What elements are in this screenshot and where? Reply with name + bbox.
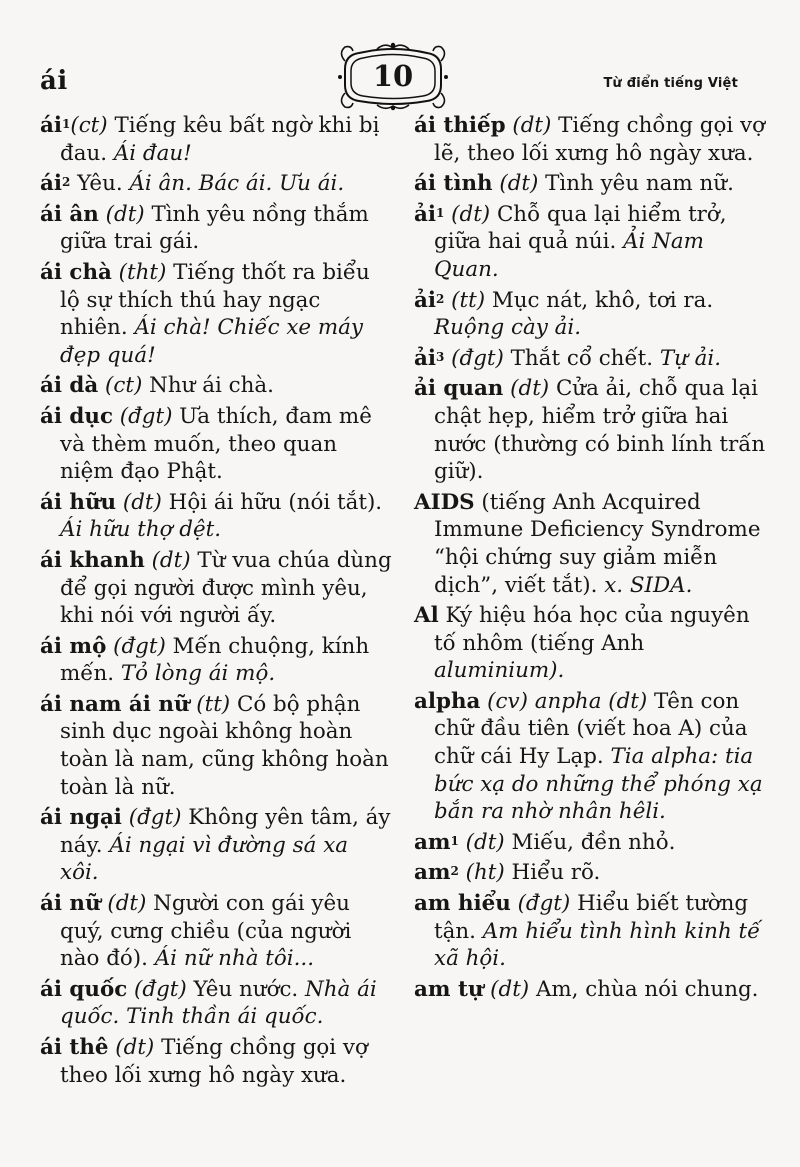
definition: Từ vua chúa dùng để gọi người được mình yêu, khi nói với người ấy. [60,547,392,629]
left-column [40,112,392,1092]
definition: Mục nát, khô, tơi ra. [485,287,714,313]
definition: Tên con chữ đầu tiên (viết hoa A) của chữ cái Hy Lạp. [434,688,748,770]
dictionary-entry [414,375,766,485]
example: Ái ân. Bác ái. Ưu ái. [129,171,345,197]
definition: Tình yêu nam nữ. [538,171,734,197]
headword: ái dục [40,403,113,429]
dictionary-entry [414,112,766,167]
sense-number: 1 [450,833,459,848]
dictionary-entry [40,403,392,486]
example: Am hiểu tình hình kinh tế xã hội. [434,918,761,972]
dictionary-entry [414,688,766,826]
headword: ái tình [414,171,493,197]
dictionary-entry [40,489,392,544]
dictionary-entry [40,170,392,198]
definition: Tình yêu nồng thắm giữa trai gái. [60,201,369,255]
headword: ái hữu [40,489,117,515]
headword: ái ân [40,201,99,227]
headword: ái dà [40,373,99,399]
dictionary-entry [414,829,766,857]
part-of-speech: (tht) [111,259,167,285]
guide-word: ái [40,66,68,96]
definition: Tiếng chồng gọi vợ theo lối xưng hô ngày xưa. [60,1035,368,1088]
dictionary-entry [40,804,392,887]
dictionary-entry [40,372,392,400]
headword: ái [40,113,62,138]
example: Ái đau! [113,140,192,166]
part-of-speech: (đgt) [106,633,166,659]
sense-number: 2 [436,291,445,306]
definition: Tiếng thốt ra biểu lộ sự thích thú hay ngạc nhiên. [60,259,370,341]
headword: ái quốc [40,976,128,1002]
definition: Hiểu biết tường tận. [434,891,749,944]
dictionary-entry [40,201,392,256]
sense-number: 3 [436,349,445,364]
definition: Như ái chà. [142,373,274,399]
definition: Yêu. [70,171,130,197]
headword: ái khanh [40,547,145,573]
right-column [414,112,766,1006]
example: x. SIDA. [604,572,693,598]
headword: am [414,860,451,886]
dictionary-entry [414,345,766,373]
definition: Người con gái yêu quý, cưng chiều (của người nào đó). [60,891,352,972]
headword: ái mộ [40,633,107,659]
definition: Tiếng chồng gọi vợ lẽ, theo lối xưng hô ngày xưa. [434,113,765,166]
definition: Mến chuộng, kính mến. [60,633,370,687]
dictionary-entry [414,201,766,284]
part-of-speech: (dt) [483,976,530,1002]
dictionary-entry [414,859,766,887]
example: Tia alpha: tia bức xạ do những thể phóng xạ bắn ra nhờ nhân hêli. [434,744,763,825]
part-of-speech: (dt) [116,489,162,515]
page-header [0,0,800,115]
headword: ái [40,171,62,197]
definition: (tiếng Anh Acquired Immune Deficiency Syndrome “hội chứng suy giảm miễn dịch”, viết tắt). [434,489,761,598]
book-title: Từ điển tiếng Việt [603,76,738,91]
definition: Tiếng kêu bất ngờ khi bị đau. [60,113,380,166]
example: Ái chà! Chiếc xe máy đẹp quá! [60,315,363,368]
example: Ái ngại vì đường sá xa xôi. [60,832,349,886]
definition: Cửa ải, chỗ qua lại chật hẹp, hiểm trở giữa hai nước (thường có binh lính trấn giữ). [434,376,766,485]
part-of-speech: (cv) anpha (dt) [480,688,648,714]
definition: Miếu, đền nhỏ. [504,829,676,855]
dictionary-entry [40,976,392,1031]
definition: Ưa thích, đam mê và thèm muốn, theo quan niệm đạo Phật. [60,403,372,485]
part-of-speech: (đgt) [510,891,571,917]
headword: ái thiếp [414,113,506,138]
example: Ái nữ nhà tôi... [154,946,314,972]
dictionary-entry [414,287,766,342]
dictionary-entry [40,1034,392,1089]
example: Nhà ái quốc. Tinh thần ái quốc. [60,976,377,1030]
sense-number: 1 [62,117,71,131]
example: Tỏ lòng ái mộ. [120,661,276,687]
example: Ruộng cày ải. [434,315,582,341]
example: Ải Nam Quan. [434,229,704,282]
headword: am hiểu [414,891,511,917]
part-of-speech: (đgt) [444,345,504,371]
part-of-speech: (đgt) [127,976,187,1002]
dictionary-entry [40,112,392,167]
part-of-speech: (dt) [444,201,491,227]
dictionary-entry [414,489,766,599]
headword: ải quan [414,376,504,402]
headword: ái chà [40,259,112,285]
part-of-speech: (đgt) [121,805,182,831]
part-of-speech: (dt) [100,891,147,917]
sense-number: 2 [62,175,71,190]
sense-number: 2 [450,864,459,879]
headword: ải [414,345,436,371]
part-of-speech: (dt) [458,829,505,855]
definition: Am, chùa nói chung. [529,976,759,1002]
dictionary-entry [414,976,766,1004]
part-of-speech: (tt) [444,287,486,313]
headword: ải [414,287,436,313]
page-number-badge [337,41,449,111]
definition: Hiểu rõ. [504,860,601,886]
dictionary-entry [40,633,392,688]
definition: Không yên tâm, áy náy. [60,805,391,858]
dictionary-entry [40,890,392,973]
dictionary-entry [40,547,392,630]
headword: Al [414,603,439,629]
part-of-speech: (đgt) [112,403,173,429]
headword: ải [414,201,436,227]
definition: Chỗ qua lại hiểm trở, giữa hai quả núi. [434,201,727,255]
part-of-speech: (tt) [189,691,231,717]
dictionary-entry [40,691,392,801]
part-of-speech: (dt) [492,171,539,197]
definition: Yêu nước. [186,976,306,1002]
part-of-speech: (dt) [108,1035,155,1060]
dictionary-entry [414,890,766,973]
dictionary-entry [414,170,766,198]
definition: Hội ái hữu (nói tắt). [161,489,383,515]
headword: ái thê [40,1035,109,1060]
headword: ái nữ [40,891,101,917]
example: aluminium). [434,658,565,684]
part-of-speech: (dt) [505,113,552,138]
part-of-speech: (dt) [98,201,145,227]
part-of-speech: (ct) [98,373,143,399]
example: Ái hữu thợ dệt. [60,517,222,543]
headword: am tự [414,976,484,1002]
headword: AIDS [414,489,475,515]
dictionary-entry [414,602,766,685]
headword: am [414,829,451,855]
definition: Có bộ phận sinh dục ngoài không hoàn toàn là nam, cũng không hoàn toàn là nữ. [60,691,389,800]
dictionary-entry [40,259,392,369]
part-of-speech: (dt) [144,547,191,573]
headword: alpha [414,688,481,714]
page-number: 10 [372,59,414,93]
headword: ái ngại [40,805,122,831]
sense-number: 1 [436,205,445,220]
definition: Ký hiệu hóa học của nguyên tố nhôm (tiếng Anh [434,603,750,656]
part-of-speech: (ct) [70,113,108,138]
definition: Thắt cổ chết. [503,345,660,371]
part-of-speech: (dt) [503,376,550,402]
example: Tự ải. [659,345,722,371]
part-of-speech: (ht) [458,860,505,886]
headword: ái nam ái nữ [40,691,190,717]
